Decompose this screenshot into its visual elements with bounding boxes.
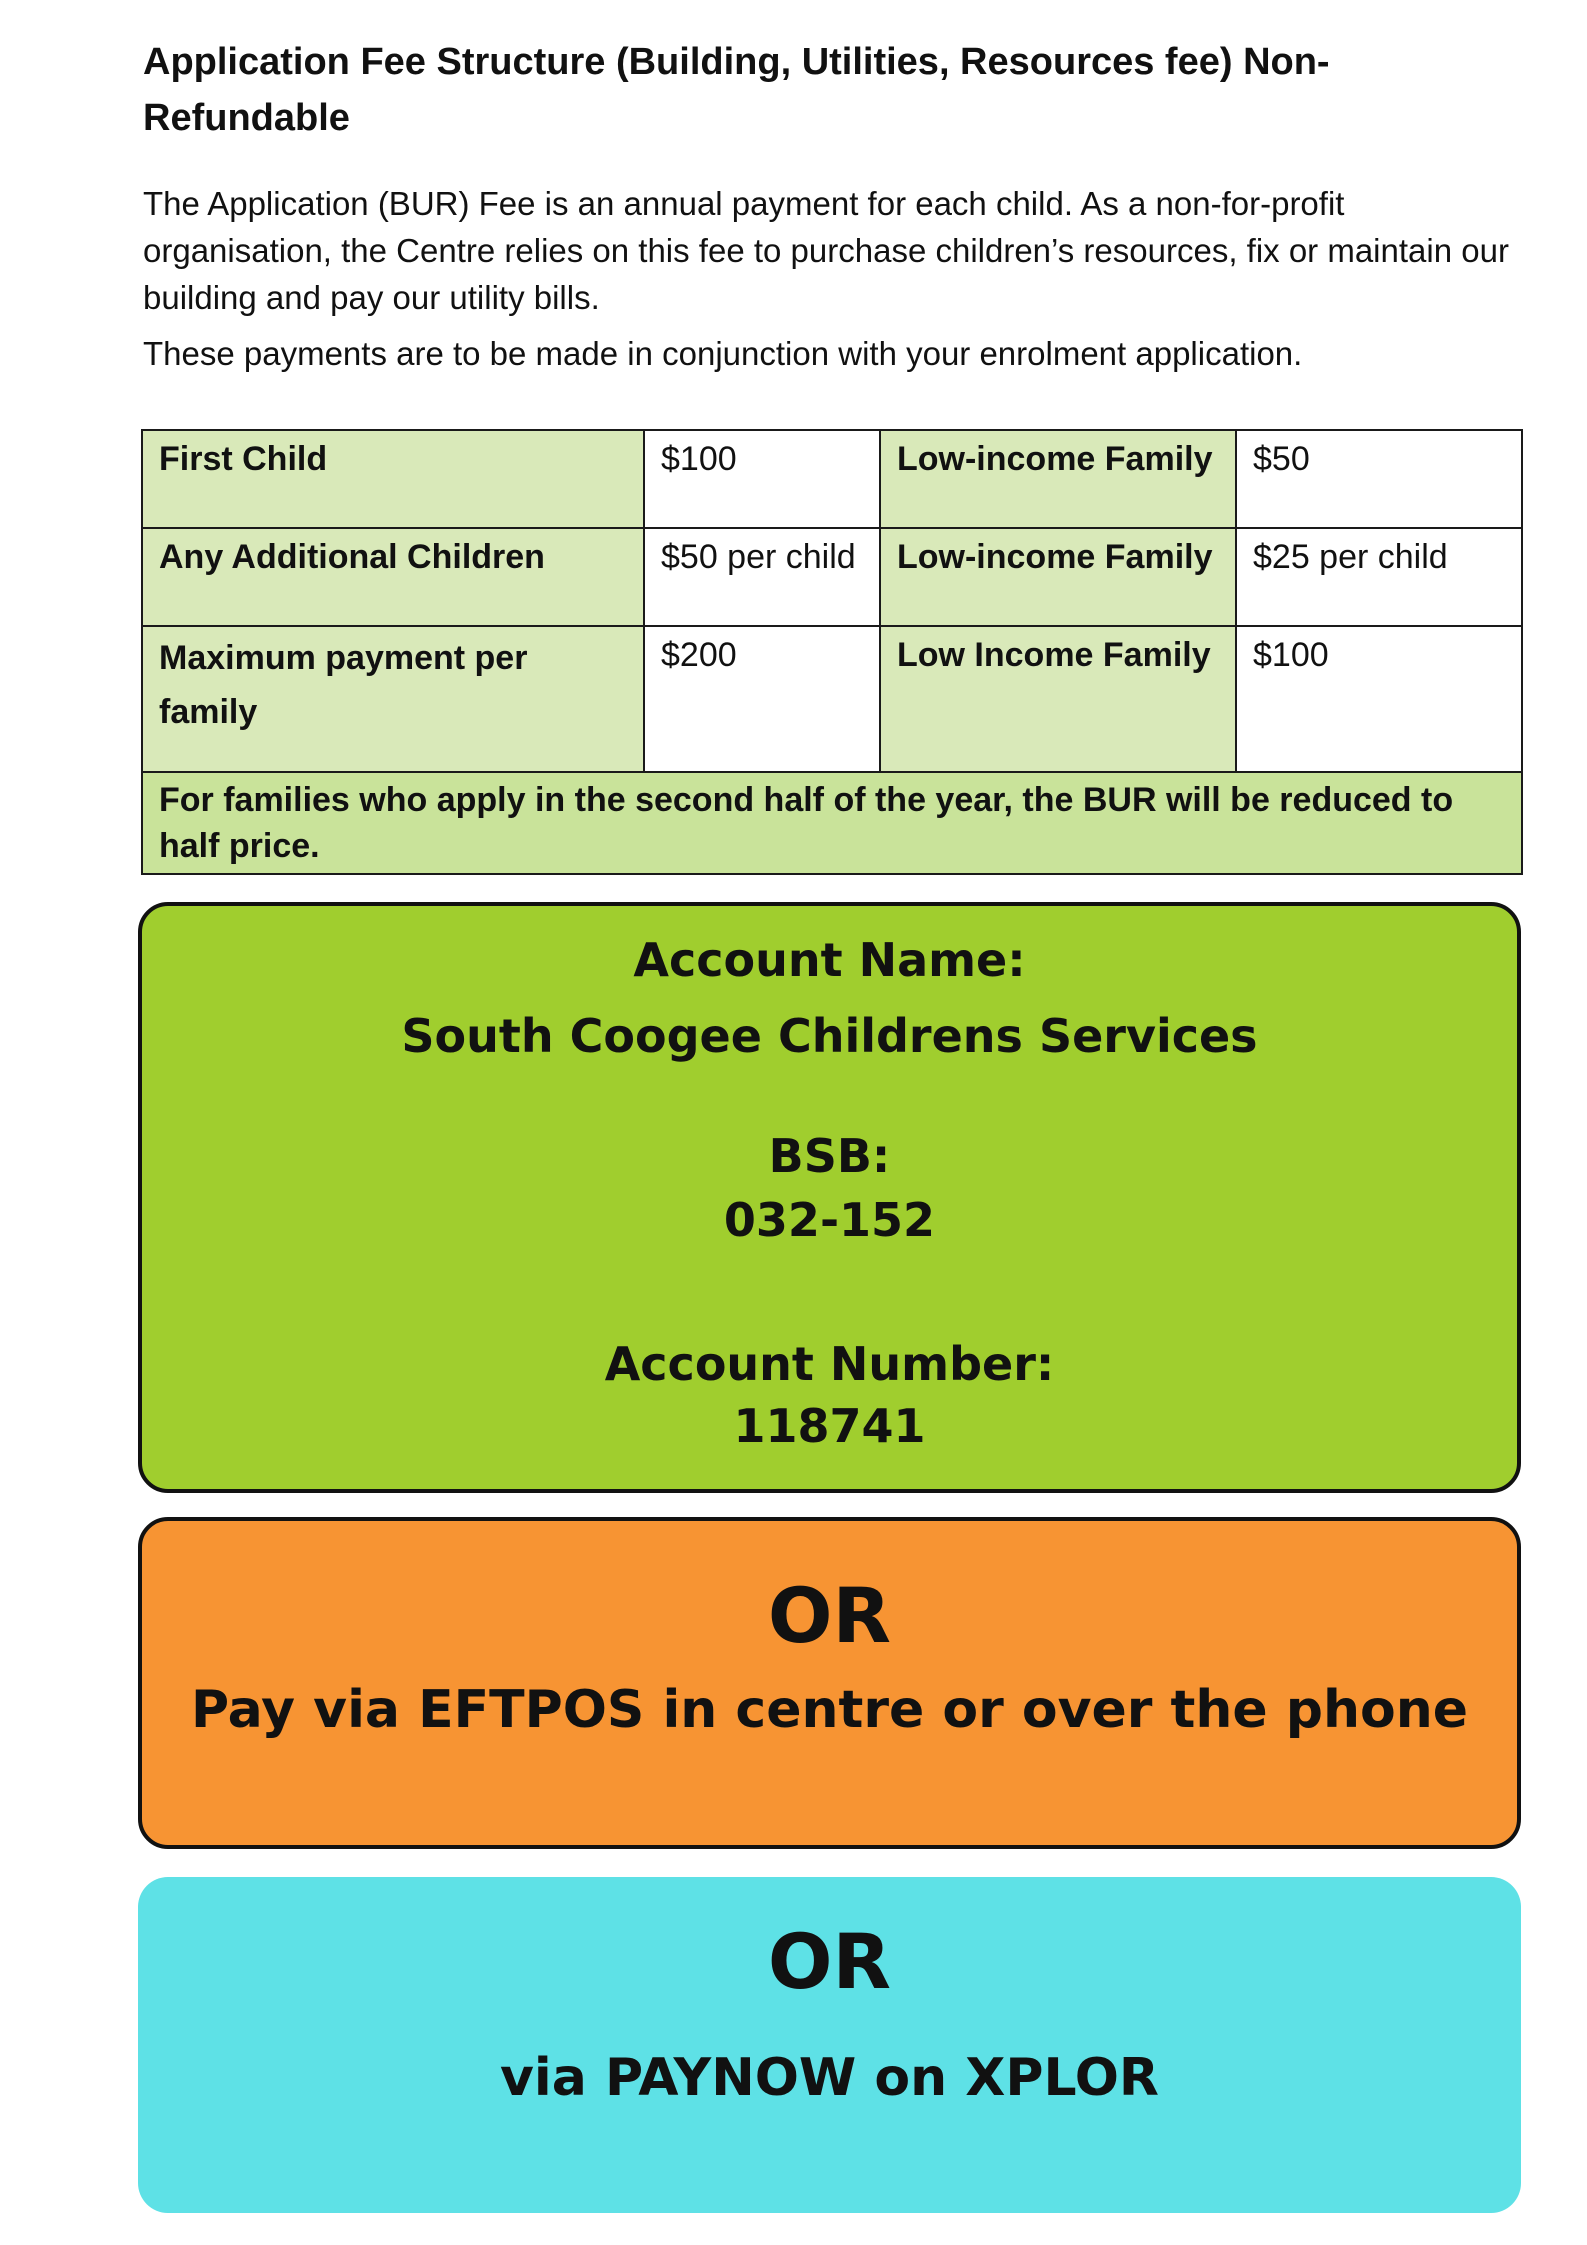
low-income-amount-cell: $100 [1236, 626, 1522, 772]
intro-paragraph: The Application (BUR) Fee is an annual payment for each child. As a non-for-profit organisation, the Centre relies on this fee to purchase children’s resources, fix or maintain our building and pay our utility bills. [143, 185, 1509, 316]
half-price-note: For families who apply in the second half of the year, the BUR will be reduced to half price. [142, 772, 1522, 874]
low-income-amount-cell: $25 per child [1236, 528, 1522, 626]
fee-amount-cell: $50 per child [644, 528, 880, 626]
bsb-label: BSB: [768, 1129, 891, 1183]
fee-label-cell: Any Additional Children [142, 528, 644, 626]
page-title: Application Fee Structure (Building, Utilities, Resources fee) Non-Refundable [143, 41, 1330, 139]
table-row [142, 430, 1522, 528]
fee-amount-cell: $100 [644, 430, 880, 528]
low-income-label-cell: Low-income Family [880, 528, 1236, 626]
account-name-label: Account Name: [633, 933, 1026, 987]
or-separator: OR [767, 1917, 892, 2006]
table-row [142, 626, 1522, 772]
account-number-value: 118741 [733, 1399, 926, 1453]
low-income-amount-cell: $50 [1236, 430, 1522, 528]
paynow-instruction: via PAYNOW on XPLOR [500, 2048, 1159, 2108]
bsb-value: 032-152 [723, 1193, 936, 1247]
account-number-label: Account Number: [604, 1337, 1055, 1391]
fee-table [141, 429, 1523, 875]
paynow-box [138, 1877, 1521, 2213]
bank-details-box [138, 902, 1521, 1493]
intro-instruction: These payments are to be made in conjunction with your enrolment application. [143, 335, 1303, 372]
or-separator: OR [767, 1571, 892, 1660]
eftpos-instruction: Pay via EFTPOS in centre or over the phone [190, 1680, 1469, 1740]
table-note-row [142, 772, 1522, 874]
low-income-label-cell: Low Income Family [880, 626, 1236, 772]
fee-label-cell: First Child [142, 430, 644, 528]
fee-amount-cell: $200 [644, 626, 880, 772]
low-income-label-cell: Low-income Family [880, 430, 1236, 528]
account-name-value: South Coogee Childrens Services [401, 1009, 1258, 1063]
fee-label-cell: Maximum payment per family [142, 626, 644, 772]
table-row [142, 528, 1522, 626]
eftpos-box [138, 1517, 1521, 1849]
